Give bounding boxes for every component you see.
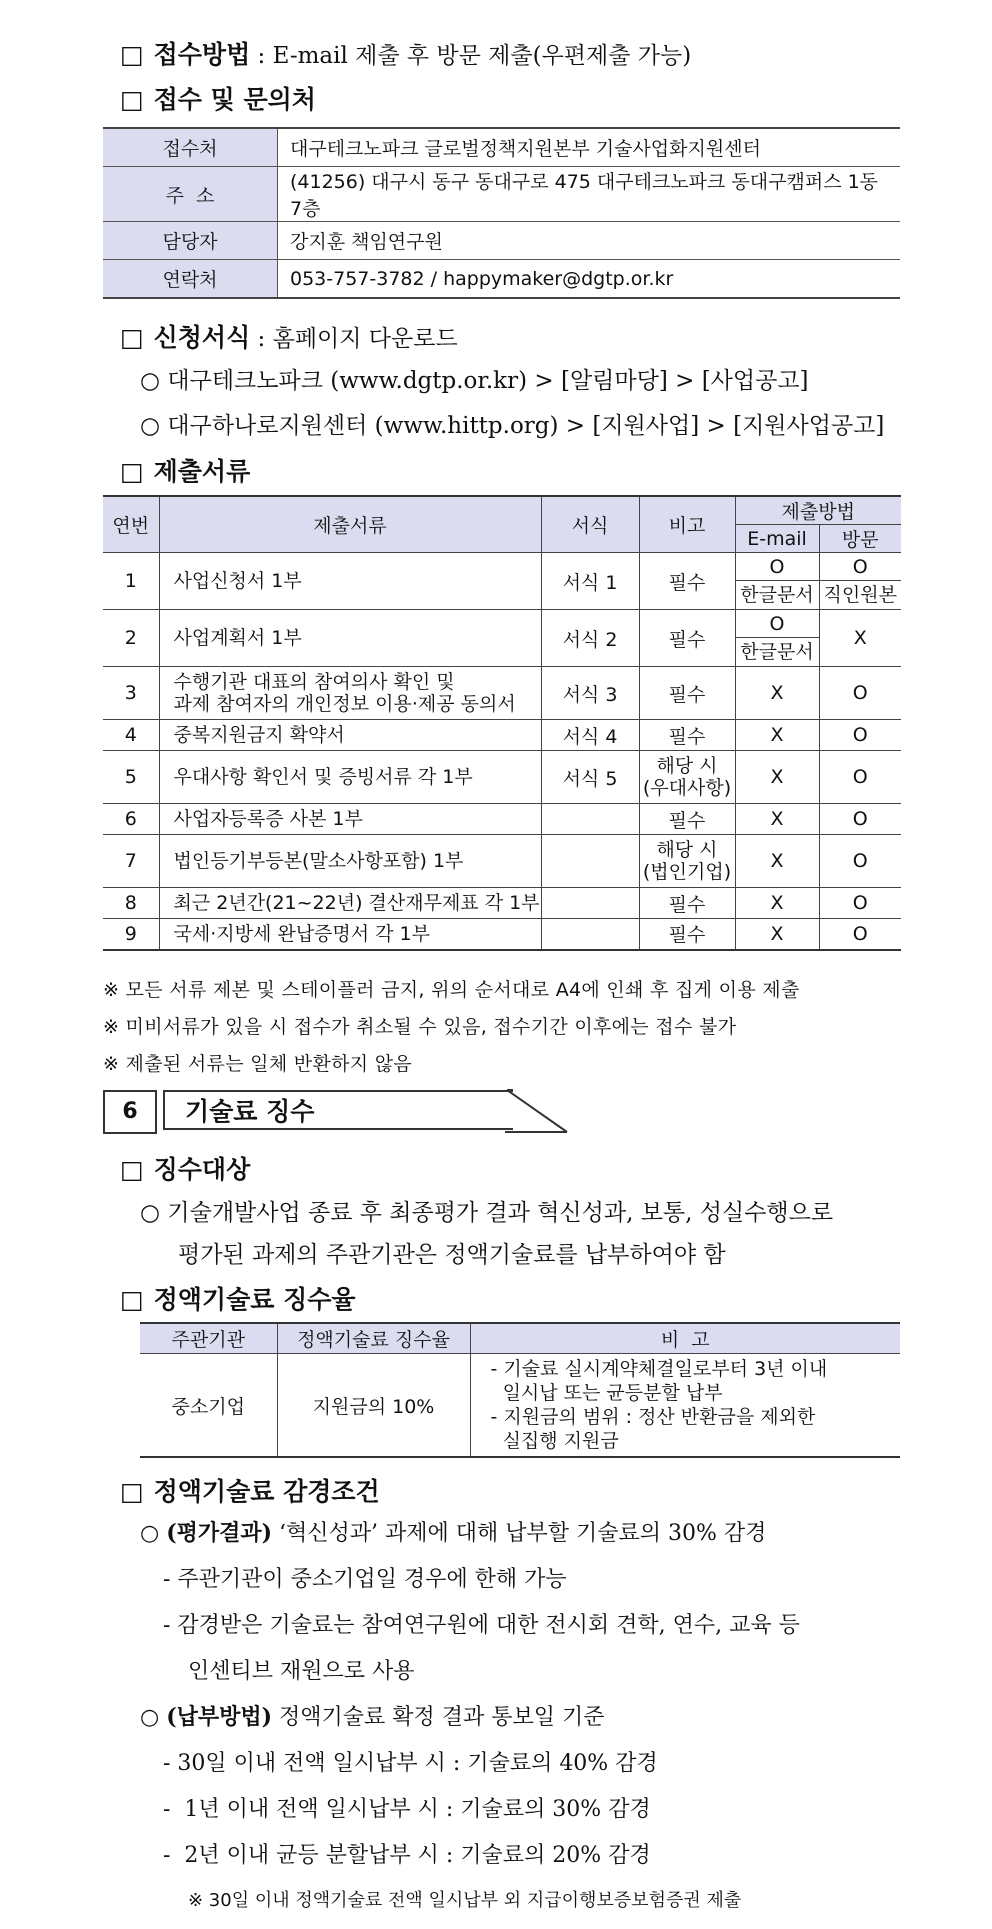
doc-form [541,835,639,888]
rate-remark-cell [470,1354,900,1458]
receipt-method-title: 접수방법 [153,40,251,69]
table-header-row [140,1323,900,1354]
doc-email: O [769,612,785,635]
reduction-item-text: ‘혁신성과’ 과제에 대해 납부할 기술료의 30% 감경 [272,1521,767,1546]
reduction-item-evaluation [140,1516,766,1547]
documents-table [103,495,901,951]
forms-section-title: 신청서식 [153,323,251,352]
reduction-footnote: ※ 30일 이내 정액기술료 전액 일시납부 외 지급이행보증보험증권 제출 [188,1890,742,1911]
forms-link-dgtp: ○ 대구테크노파크 (www.dgtp.or.kr) > [알림마당] > [사업공고] [140,368,809,394]
doc-no: 6 [103,804,159,835]
doc-visit: O [819,888,901,919]
doc-name: 사업신청서 1부 [159,553,541,610]
doc-visit: O [852,555,868,578]
doc-email: X [735,804,819,835]
doc-note: 필수 [639,804,735,835]
doc-no: 4 [103,720,159,751]
reduction-item-label: (납부방법) [166,1704,273,1730]
doc-name-line2: 과제 참여자의 개인정보 이용·제공 동의서 [173,693,516,715]
doc-note: 필수 [639,919,735,950]
doc-email: X [735,919,819,950]
doc-no: 7 [103,835,159,888]
rate-remark-line3: - 지원금의 범위 : 정산 반환금을 제외한 [490,1406,816,1428]
rate-remark-line4: 실집행 지원금 [490,1430,619,1452]
note-binding: ※ 모든 서류 제본 및 스테이플러 금지, 위의 순서대로 A4에 인쇄 후 집게 이용 제출 [103,979,800,1001]
table-row [140,1354,900,1458]
doc-visit-cell [819,553,901,610]
doc-form: 서식 3 [541,667,639,720]
rate-org: 중소기업 [140,1354,277,1458]
doc-no: 5 [103,751,159,804]
contact-table [103,127,900,299]
table-row [103,128,900,167]
docs-section-heading [120,452,250,488]
doc-form: 서식 4 [541,720,639,751]
doc-name: 최근 2년간(21~22년) 결산재무제표 각 1부 [159,888,541,919]
forms-section-heading [120,318,458,354]
contact-label: 주 소 [103,167,278,222]
doc-visit: O [819,667,901,720]
reduction-subitem: - 감경받은 기술료는 참여연구원에 대한 전시회 견학, 연수, 교육 등 [163,1613,800,1638]
table-header-row [103,496,901,525]
doc-form [541,804,639,835]
reduction-subitem: - 30일 이내 전액 일시납부 시 : 기술료의 40% 감경 [163,1751,658,1776]
doc-email: X [735,835,819,888]
contact-section-heading [120,80,316,116]
forms-section-text: : 홈페이지 다운로드 [250,326,458,352]
doc-visit: O [819,720,901,751]
table-row [103,888,901,919]
doc-name: 우대사항 확인서 및 증빙서류 각 1부 [159,751,541,804]
contact-label: 접수처 [103,128,278,167]
doc-note: 필수 [639,720,735,751]
table-row [103,667,901,720]
doc-email: X [735,720,819,751]
section-title-slant [505,1088,570,1134]
reduction-subitem: - 주관기관이 중소기업일 경우에 한해 가능 [163,1567,567,1592]
doc-name: 사업계획서 1부 [159,610,541,667]
table-row [103,720,901,751]
doc-form: 서식 2 [541,610,639,667]
checkbox-square-icon: □ [120,323,144,352]
table-row [103,751,901,804]
rate-remark-line2: 일시납 또는 균등분할 납부 [490,1382,723,1404]
doc-visit-sub: 직인원본 [820,580,902,609]
doc-visit: O [819,751,901,804]
contact-label: 연락처 [103,260,278,299]
col-header-remark: 비 고 [470,1323,900,1354]
doc-note: 필수 [639,888,735,919]
forms-link-hittp: ○ 대구하나로지원센터 (www.hittp.org) > [지원사업] > [지원사업공고] [140,413,885,439]
doc-email-cell [735,610,819,667]
doc-form [541,919,639,950]
checkbox-square-icon: □ [120,40,144,69]
rate-section-title: 정액기술료 징수율 [153,1285,356,1314]
doc-no: 2 [103,610,159,667]
col-header-visit: 방문 [819,525,901,553]
reduction-item-payment [140,1700,605,1731]
doc-name: 사업자등록증 사본 1부 [159,804,541,835]
doc-visit: O [819,919,901,950]
table-row [103,610,901,667]
doc-form: 서식 5 [541,751,639,804]
reduction-section-heading [120,1472,380,1508]
doc-no: 3 [103,667,159,720]
doc-name: 법인등기부등본(말소사항포함) 1부 [159,835,541,888]
section-number: 6 [103,1090,157,1134]
doc-visit: O [819,835,901,888]
rate-value: 지원금의 10% [277,1354,470,1458]
contact-value: 강지훈 책임연구원 [278,222,901,260]
checkbox-square-icon: □ [120,1477,144,1506]
doc-email: X [735,888,819,919]
reduction-subitem: - 1년 이내 전액 일시납부 시 : 기술료의 30% 감경 [163,1797,651,1822]
table-row [103,167,900,222]
contact-value: 대구테크노파크 글로벌정책지원본부 기술사업화지원센터 [278,128,901,167]
docs-section-title: 제출서류 [153,457,251,486]
rate-remark-line1: - 기술료 실시계약체결일로부터 3년 이내 [490,1358,828,1380]
table-row [103,260,900,299]
receipt-method-text: : E-mail 제출 후 방문 제출(우편제출 가능) [250,43,692,69]
circle-bullet: ○ [140,1705,167,1730]
target-section-heading [120,1150,250,1186]
checkbox-square-icon: □ [120,1285,144,1314]
col-header-email: E-mail [735,525,819,553]
doc-email: X [735,751,819,804]
doc-no: 9 [103,919,159,950]
col-header-name: 제출서류 [159,496,541,553]
doc-form: 서식 1 [541,553,639,610]
note-cancel: ※ 미비서류가 있을 시 접수가 취소될 수 있음, 접수기간 이후에는 접수 불가 [103,1016,737,1038]
circle-bullet: ○ [140,1521,167,1546]
reduction-item-text: 정액기술료 확정 결과 통보일 기준 [272,1705,605,1730]
table-row [103,919,901,950]
col-header-org: 주관기관 [140,1323,277,1354]
section-title: 기술료 징수 [163,1090,513,1130]
doc-name-cell [159,667,541,720]
doc-name: 수행기관 대표의 참여의사 확인 및 [173,671,455,693]
doc-visit: X [819,610,901,667]
doc-note: 해당 시 [656,839,718,861]
table-row [103,835,901,888]
doc-note: 필수 [639,610,735,667]
target-text-line1: ○ 기술개발사업 종료 후 최종평가 결과 혁신성과, 보통, 성실수행으로 [140,1200,834,1226]
doc-no: 8 [103,888,159,919]
rate-table [140,1322,900,1458]
reduction-subitem: - 2년 이내 균등 분할납부 시 : 기술료의 20% 감경 [163,1843,651,1868]
col-header-rate: 정액기술료 징수율 [277,1323,470,1354]
target-section-title: 징수대상 [153,1155,251,1184]
receipt-method-line [120,35,691,71]
reduction-subitem: 인센티브 재원으로 사용 [188,1659,415,1684]
checkbox-square-icon: □ [120,85,144,114]
doc-note-cell [639,751,735,804]
doc-email: X [735,667,819,720]
doc-note: 필수 [639,667,735,720]
doc-email-sub: 한글문서 [736,580,819,609]
doc-note-cell [639,835,735,888]
doc-email-sub: 한글문서 [736,637,819,666]
contact-value: (41256) 대구시 동구 동대구로 475 대구테크노파크 동대구캠퍼스 1동 7층 [278,167,901,222]
doc-note: 필수 [639,553,735,610]
rate-section-heading [120,1280,356,1316]
col-header-form: 서식 [541,496,639,553]
checkbox-square-icon: □ [120,1155,144,1184]
contact-value: 053-757-3782 / happymaker@dgtp.or.kr [278,260,901,299]
contact-label: 담당자 [103,222,278,260]
table-row [103,222,900,260]
col-header-note: 비고 [639,496,735,553]
doc-no: 1 [103,553,159,610]
doc-form [541,888,639,919]
reduction-section-title: 정액기술료 감경조건 [153,1477,380,1506]
doc-visit: O [819,804,901,835]
doc-note-line2: (법인기업) [642,861,732,883]
target-text-line2: 평가된 과제의 주관기관은 정액기술료를 납부하여야 함 [178,1242,726,1268]
reduction-item-label: (평가결과) [166,1520,273,1546]
col-header-no: 연번 [103,496,159,553]
doc-note-line2: (우대사항) [642,777,732,799]
doc-name: 국세·지방세 완납증명서 각 1부 [159,919,541,950]
doc-email: O [769,555,785,578]
table-row [103,804,901,835]
doc-name: 중복지원금지 확약서 [159,720,541,751]
col-header-method: 제출방법 [735,496,901,525]
table-row [103,553,901,610]
contact-section-title: 접수 및 문의처 [153,85,316,114]
doc-email-cell [735,553,819,610]
note-no-return: ※ 제출된 서류는 일체 반환하지 않음 [103,1053,413,1075]
doc-note: 해당 시 [656,755,718,777]
checkbox-square-icon: □ [120,457,144,486]
